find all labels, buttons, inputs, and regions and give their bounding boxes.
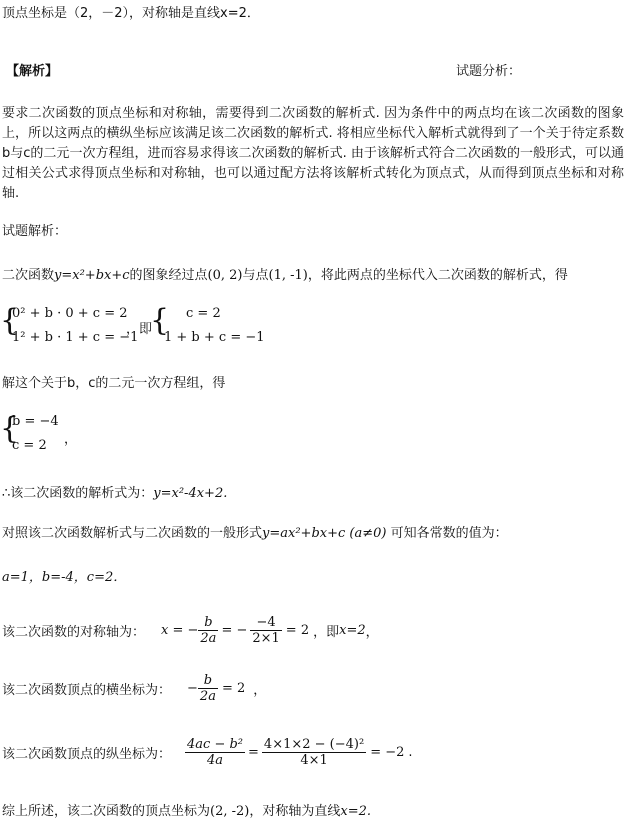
vertex-y-frac2: $\frac{\text{4×1×2 − (−4)²}}{4\times 1}$ xyxy=(263,736,365,768)
step1-func: y=x²+bx+c xyxy=(54,268,130,283)
step1-line xyxy=(2,264,568,283)
step4-form: y=ax²+bx+c xyxy=(262,526,346,541)
conclusion-axis: x=2. xyxy=(340,804,372,819)
brace-3: { xyxy=(0,411,20,446)
system2-tail: ， xyxy=(64,432,78,447)
analysis-title: 试题分析： xyxy=(456,64,522,79)
step3-pre: ∴该二次函数的解析式为： xyxy=(2,486,154,501)
step1-and: 与点 xyxy=(242,268,269,283)
vertex-x-frac: $\frac{b}{2a}$ xyxy=(199,672,216,704)
axis-frac1: $\frac{b}{2a}$ xyxy=(200,614,217,646)
brace-1: { xyxy=(0,303,20,338)
vertex-y-result: = −2 xyxy=(370,744,405,760)
vertex-x-tail: ， xyxy=(253,682,267,698)
step1-post: ，将此两点的坐标代入二次函数的解析式，得 xyxy=(307,268,568,283)
system1-eq4: 1 + b + c = −1 xyxy=(164,330,265,345)
vertex-x-label: 该二次函数顶点的横坐标为： xyxy=(2,682,172,698)
conclusion-coord: (2, -2) xyxy=(210,804,250,819)
axis-lhs: x = − xyxy=(161,622,199,638)
system1-eq2: 1² + b · 1 + c = −1 xyxy=(12,330,139,345)
conclusion-line xyxy=(2,800,371,819)
axis-frac2: $\frac{-4}{2\times 1}$ xyxy=(252,614,280,646)
system2-eq1: b = −4 xyxy=(12,414,59,429)
vertex-y-frac1: $\frac{\text{4ac − b²}}{4a}$ xyxy=(187,736,244,768)
axis-label: 该二次函数的对称轴为： xyxy=(2,624,146,640)
step4-line xyxy=(2,522,508,541)
constants-line: a=1，b=-4，c=2． xyxy=(2,570,127,585)
axis-line xyxy=(2,610,379,650)
step1-pre: 二次函数 xyxy=(2,268,55,283)
vertex-x-line xyxy=(2,668,266,708)
step4-cond: (a≠0) xyxy=(349,526,387,541)
system1-ji: ，即 xyxy=(126,322,153,337)
vertex-y-label: 该二次函数顶点的纵坐标为： xyxy=(2,746,172,762)
step3-func: y=x²-4x+2. xyxy=(153,486,228,501)
axis-tail: ， xyxy=(365,624,379,640)
vertex-y-line xyxy=(2,730,413,774)
conclusion-mid: ，对称轴为直线 xyxy=(249,804,341,819)
step4-pre: 对照该二次函数解析式与二次函数的一般形式 xyxy=(2,526,263,541)
system1-eq3: c = 2 xyxy=(186,306,221,321)
axis-eq-neg: = − xyxy=(221,622,248,638)
vertex-x-neg: − xyxy=(187,680,198,696)
axis-final: x=2 xyxy=(339,622,366,638)
step1-point1: (0, 2) xyxy=(207,268,243,283)
answer-line: 顶点坐标是（2，－2），对称轴是直线x=2． xyxy=(2,6,260,21)
vertex-y-eq: = xyxy=(248,744,259,760)
solution-title: 试题解析： xyxy=(2,224,68,239)
vertex-y-tail: . xyxy=(408,744,413,760)
step4-post: 可知各常数的值为： xyxy=(390,526,508,541)
step3-line xyxy=(2,482,227,501)
analysis-tag: 【解析】 xyxy=(6,64,59,79)
step2-line: 解这个关于b，c的二元一次方程组，得 xyxy=(2,376,226,391)
axis-ji: ，即 xyxy=(313,624,340,640)
vertex-x-result: = 2 xyxy=(221,680,246,696)
step1-mid: 的图象经过点 xyxy=(129,268,208,283)
step1-point2: (1, -1) xyxy=(268,268,308,283)
conclusion-pre: 综上所述，该二次函数的顶点坐标为 xyxy=(2,804,211,819)
system2-eq2: c = 2 xyxy=(12,438,47,453)
axis-result: = 2 xyxy=(285,622,310,638)
system1-eq1: 0² + b · 0 + c = 2 xyxy=(12,306,128,321)
analysis-text: 要求二次函数的顶点坐标和对称轴，需要得到二次函数的解析式. 因为条件中的两点均在该二次函数的图象上，所以这两点的横纵坐标应该满足该二次函数的解析式. 将相应坐标代入解析式就得到了一个关于待定系数b与c的二元一次方程组，进而容易求得该二次函数的解析式. 由于该解析式符合二次函数的一般形式，可以通过相关公式求得顶点坐标和对称轴，也可以通过配方法将该解析式转化为顶点式，从而得到顶点坐标和对称轴. xyxy=(2,106,624,201)
brace-2: { xyxy=(150,303,170,338)
